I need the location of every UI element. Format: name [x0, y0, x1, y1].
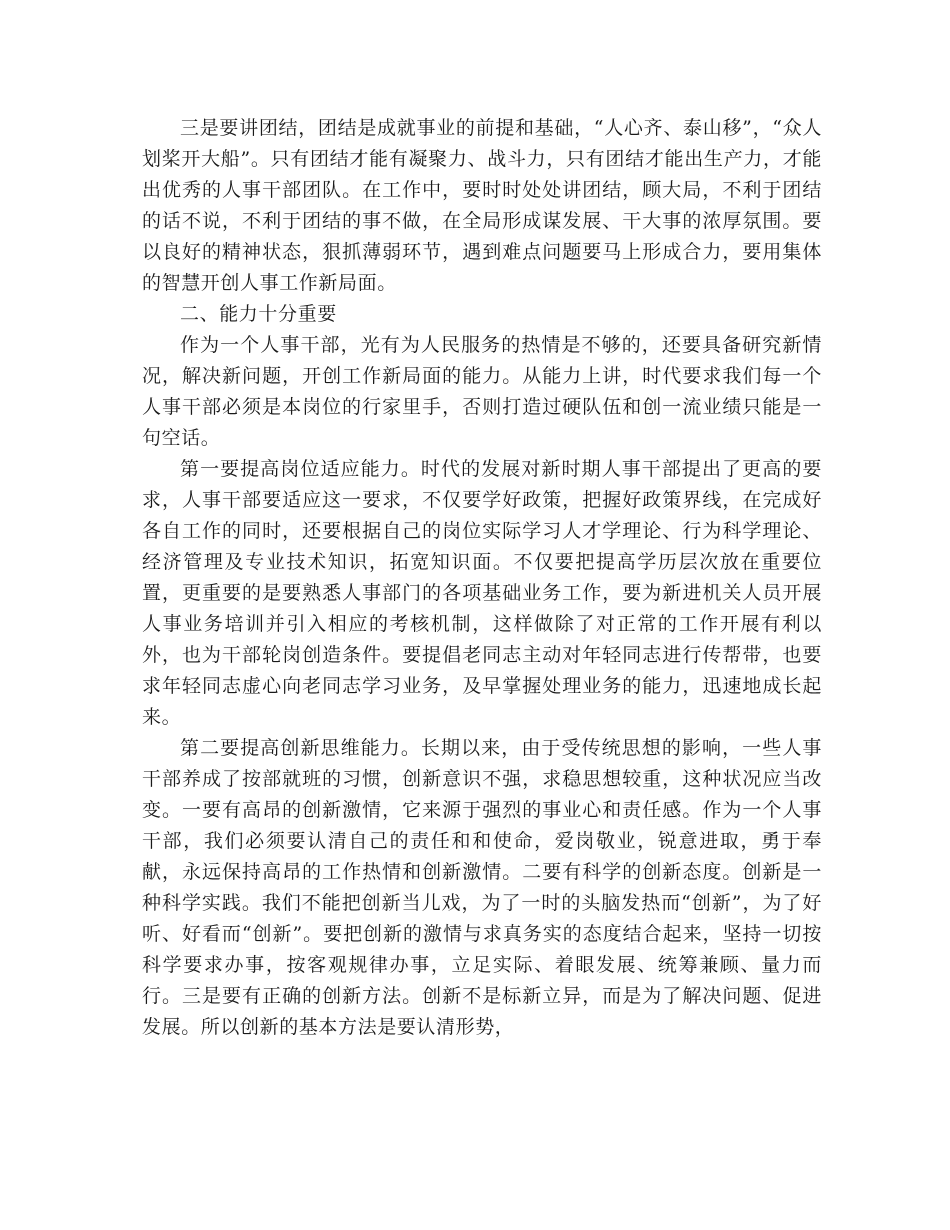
paragraph-ability-intro: 作为一个人事干部，光有为人民服务的热情是不够的，还要具备研究新情况，解决新问题，开创工作新局面的能力。从能力上讲，时代要求我们每一个人事干部必须是本岗位的行家里手，否则打造过硬队伍和创一流业绩只能是一句空话。 [142, 334, 822, 449]
paragraph-unity: 三是要讲团结，团结是成就事业的前提和基础，“人心齐、泰山移”，“众人划桨开大船”。只有团结才能有凝聚力、战斗力，只有团结才能出生产力，才能出优秀的人事干部团队。在工作中，要时时处处讲团结，顾大局，不利于团结的话不说，不利于团结的事不做，在全局形成谋发展、干大事的浓厚氛围。要以良好的精神状态，狠抓薄弱环节，遇到难点问题要马上形成合力，要用集体的智慧开创人事工作新局面。 [142, 117, 822, 294]
document-body [142, 113, 822, 1043]
paragraph-job-adaptability: 第一要提高岗位适应能力。时代的发展对新时期人事干部提出了更高的要求，人事干部要适应这一要求，不仅要学好政策，把握好政策界线，在完成好各自工作的同时，还要根据自己的岗位实际学习人才学理论、行为科学理论、经济管理及专业技术知识，拓宽知识面。不仅要把提高学历层次放在重要位置，更重要的是要熟悉人事部门的各项基础业务工作，要为新进机关人员开展人事业务培训并引入相应的考核机制，这样做除了对正常的工作开展有利以外，也为干部轮岗创造条件。要提倡老同志主动对年轻同志进行传帮带，也要求年轻同志虚心向老同志学习业务，及早掌握处理业务的能力，迅速地成长起来。 [142, 458, 822, 728]
paragraph-innovative-thinking: 第二要提高创新思维能力。长期以来，由于受传统思想的影响，一些人事干部养成了按部就班的习惯，创新意识不强，求稳思想较重，这种状况应当改变。一要有高昂的创新激情，它来源于强烈的事业心和责任感。作为一个人事干部，我们必须要认清自己的责任和和使命，爱岗敬业，锐意进取，勇于奉献，永远保持高昂的工作热情和创新激情。二要有科学的创新态度。创新是一种科学实践。我们不能把创新当儿戏，为了一时的头脑发热而“创新”，为了好听、好看而“创新”。要把创新的激情与求真务实的态度结合起来，坚持一切按科学要求办事，按客观规律办事，立足实际、着眼发展、统筹兼顾、量力而行。三是要有正确的创新方法。创新不是标新立异，而是为了解决问题、促进发展。所以创新的基本方法是要认清形势， [142, 737, 822, 1038]
section-heading-ability: 二、能力十分重要 [180, 303, 337, 325]
